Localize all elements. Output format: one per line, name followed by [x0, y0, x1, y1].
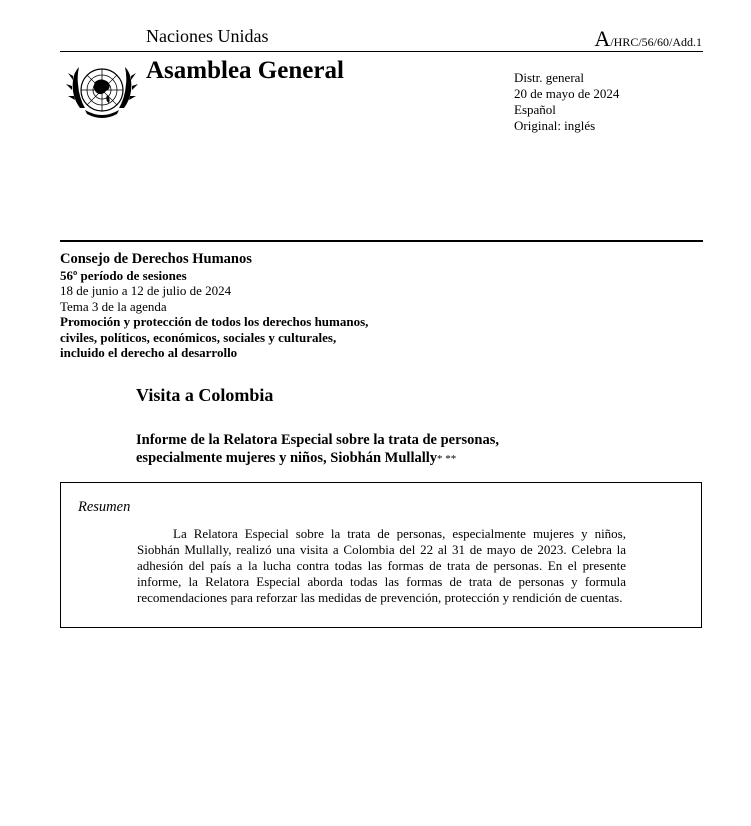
top-rule — [60, 51, 703, 52]
council-block — [60, 252, 368, 361]
footnote-marks: * ** — [437, 453, 457, 465]
distribution-type: Distr. general — [514, 70, 585, 85]
distribution-language: Español — [514, 102, 556, 117]
report-subtitle-line-1: Informe de la Relatora Especial sobre la trata de personas, — [136, 432, 499, 448]
report-subtitle — [136, 431, 499, 468]
distribution-original: Original: inglés — [514, 118, 596, 133]
document-symbol-prefix: A — [594, 26, 611, 51]
agenda-title-line-3: incluido el derecho al desarrollo — [60, 345, 238, 360]
summary-text: La Relatora Especial sobre la trata de personas, especialmente mujeres y niños, Siobhán Mullally, realizó una visita a Colombia del 22 al 31 de mayo de 2023. Celebra la adhesión del país a la lucha contra todas las formas de trata de personas. En el presente informe, la Relatora Especial aborda todas las formas de trata de personas y formula recomendaciones para reforzar las medidas de prevención, protección y rendición de cuentas. — [137, 526, 626, 605]
document-symbol-rest: /HRC/56/60/Add.1 — [610, 35, 702, 49]
agenda-title-line-2: civiles, políticos, económicos, sociales y culturales, — [60, 329, 337, 345]
distribution-date: 20 de mayo de 2024 — [514, 86, 620, 101]
document-symbol — [594, 26, 702, 52]
un-emblem-icon — [65, 60, 139, 126]
body-name: Asamblea General — [146, 57, 344, 84]
council-title: Consejo de Derechos Humanos — [60, 251, 252, 267]
distribution-block — [514, 70, 619, 134]
agenda-title-line-1: Promoción y protección de todos los derechos humanos, — [60, 314, 369, 329]
section-rule — [60, 240, 703, 242]
summary-heading: Resumen — [78, 499, 131, 515]
organization-name: Naciones Unidas — [146, 26, 269, 46]
report-title: Visita a Colombia — [136, 385, 274, 405]
agenda-item: Tema 3 de la agenda — [60, 298, 167, 314]
council-dates: 18 de junio a 12 de julio de 2024 — [60, 283, 232, 298]
council-session: 56º período de sesiones — [60, 267, 187, 283]
report-subtitle-line-2: especialmente mujeres y niños, Siobhán Mullally — [136, 450, 438, 466]
